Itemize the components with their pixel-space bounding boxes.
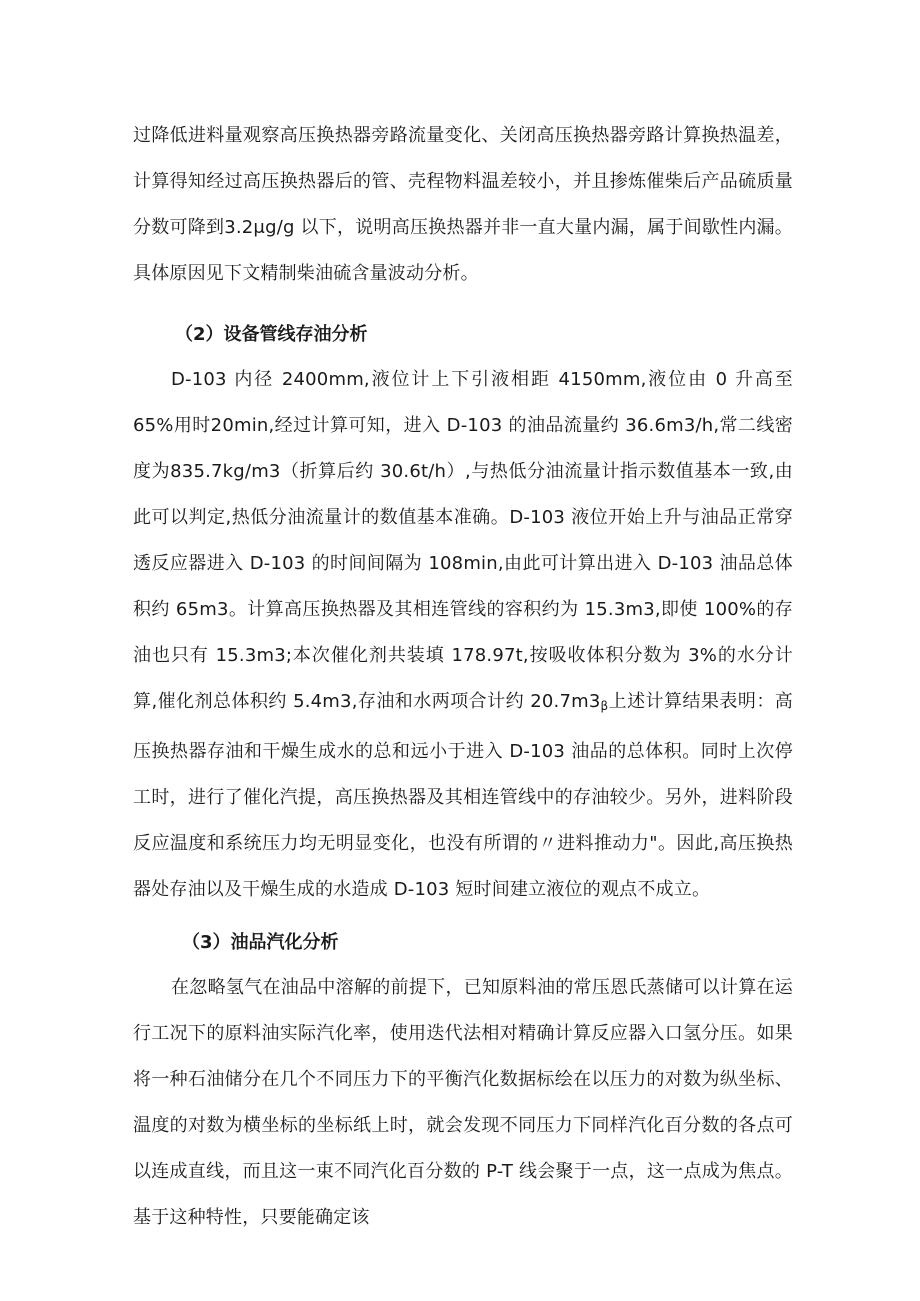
paragraph-oil-vaporization-analysis: 在忽略氢气在油品中溶解的前提下，已知原料油的常压恩氏蒸储可以计算在运行工况下的原料油实际汽化率，使用迭代法相对精确计算反应器入口氢分压。如果将一种石油储分在几个不同压力下的平衡汽化数据标绘在以压力的对数为纵坐标、温度的对数为横坐标的坐标纸上时，就会发现不同压力下同样汽化百分数的各点可以连成直线，而且这一束不同汽化百分数的 P-T 线会聚于一点，这一点成为焦点。基于这种特性，只要能确定该 — [133, 977, 793, 1228]
subscript-beta: β — [600, 699, 609, 713]
paragraph-heat-exchanger-leak: 过降低进料量观察高压换热器旁路流量变化、关闭高压换热器旁路计算换热温差，计算得知经过高压换热器后的管、壳程物料温差较小，并且掺炼催柴后产品硫质量分数可降到3.2μg∕g 以下，说明高压换热器并非一直大量内漏，属于间歇性内漏。具体原因见下文精制柴油硫含量波动分析。 — [133, 125, 793, 284]
paragraph-pipeline-oil-text-b: 上述计算结果表明：高压换热器存油和干燥生成水的总和远小于进入 D-103 油品的总体积。同时上次停工时，进行了催化汽提，高压换热器及其相连管线中的存油较少。另外，进料阶段反应温度和系统压力均无明显变化，也没有所谓的〃进料推动力"。因此,高压换热器处存油以及干燥生成的水造成 D-103 短时间建立液位的观点不成立。 — [133, 691, 793, 900]
paragraph-pipeline-oil-analysis — [133, 357, 793, 913]
section-heading-pipeline-oil: （2）设备管线存油分析 — [175, 324, 368, 345]
section-heading-oil-vaporization: （3）油品汽化分析 — [182, 932, 339, 953]
paragraph-pipeline-oil-text-a: D-103 内径 2400mm,液位计上下引液相距 4150mm,液位由 0 升高至 65%用时20min,经过计算可知，进入 D-103 的油品流量约 36.6m3∕h,常二线密度为835.7kg∕m3（折算后约 30.6t∕h）,与热低分油流量计指示数值基本一致,由此可以判定,热低分油流量计的数值基本准确。D-103 液位开始上升与油品正常穿透反应器进入 D-103 的时间间隔为 108min,由此可计算出进入 D-103 油品总体积约 65m3。计算高压换热器及其相连管线的容积约为 15.3m3,即使 100%的存油也只有 15.3m3;本次催化剂共装填 178.97t,按吸收体积分数为 3%的水分计算,催化剂总体积约 5.4m3,存油和水两项合计约 20.7m3 — [133, 369, 793, 712]
